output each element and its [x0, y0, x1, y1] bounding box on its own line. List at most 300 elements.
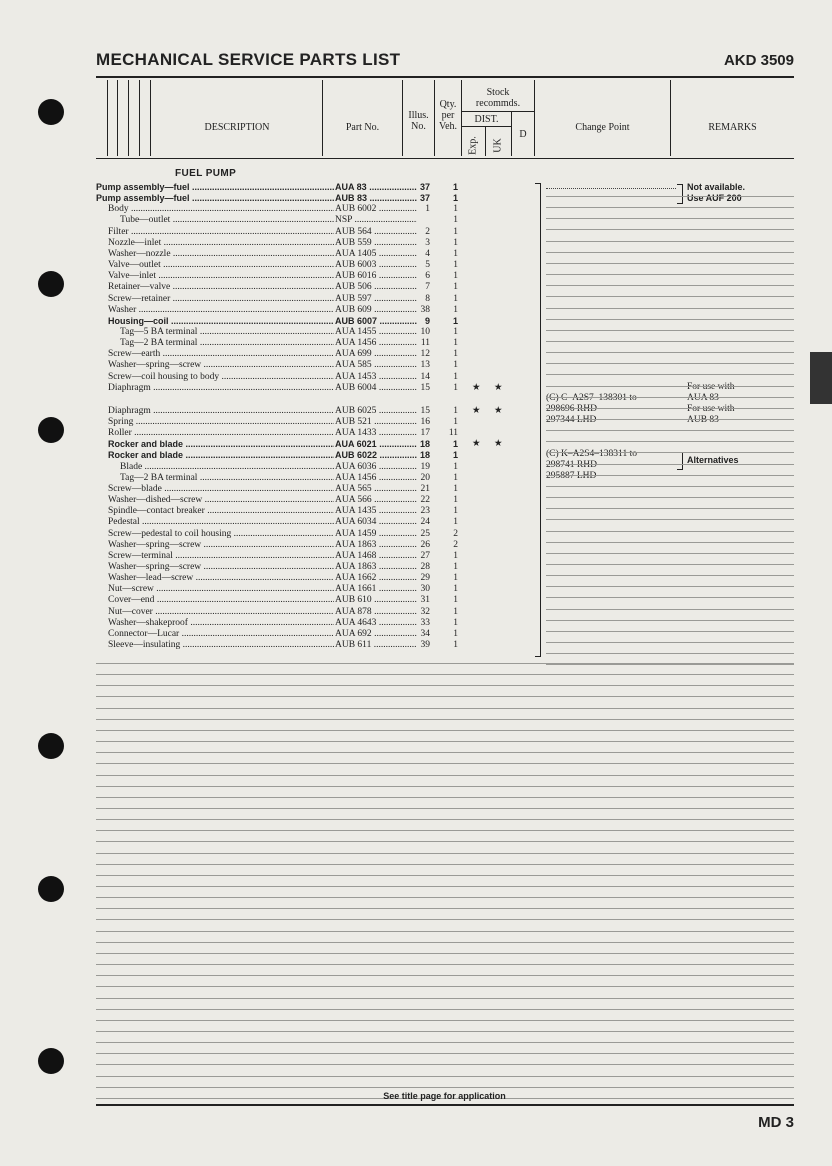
part-description: Body ..... — [108, 204, 334, 215]
part-description: Tube—outlet ..... — [120, 215, 334, 226]
part-description: Screw—earth ..... — [108, 349, 334, 360]
section-title: FUEL PUMP — [175, 168, 237, 179]
ruled-line — [96, 752, 794, 753]
quantity: 1 — [453, 326, 458, 337]
illus-number: 11 — [420, 338, 430, 349]
remark-bracket — [677, 184, 683, 204]
column-divider — [485, 127, 486, 156]
part-description: Valve—inlet ..... — [108, 271, 334, 282]
part-number: AUB 521 ..... — [335, 417, 417, 428]
part-description: Screw—retainer ..... — [108, 294, 334, 305]
document-code: AKD 3509 — [723, 52, 794, 69]
ruled-line — [96, 797, 794, 798]
quantity: 1 — [453, 461, 458, 472]
table-row — [0, 282, 832, 293]
part-description: Spring ..... — [108, 417, 334, 428]
table-row — [0, 271, 832, 282]
ruled-line — [96, 786, 794, 787]
quantity: 1 — [453, 204, 458, 215]
ruled-line — [96, 908, 794, 909]
col-uk: UK — [492, 138, 504, 153]
part-description: Roller ..... — [108, 428, 334, 439]
part-description: Rocker and blade ..... — [108, 439, 334, 450]
quantity: 1 — [452, 439, 458, 450]
ruled-line — [546, 642, 794, 643]
part-number: AUA 6034 ..... — [335, 517, 417, 528]
quantity: 11 — [448, 428, 458, 439]
ruled-line — [96, 719, 794, 720]
ruled-line — [546, 620, 794, 621]
ruled-line — [546, 497, 794, 498]
part-description: Rocker and blade ..... — [108, 450, 334, 461]
part-description: Valve—outlet ..... — [108, 260, 334, 271]
ruled-line — [546, 207, 794, 208]
part-number: AUB 609 ..... — [335, 305, 417, 316]
ruled-line — [96, 674, 794, 675]
ruled-line — [96, 1053, 794, 1054]
part-description: Washer—lead—screw ..... — [108, 573, 334, 584]
quantity: 2 — [453, 528, 458, 539]
quantity: 1 — [453, 561, 458, 572]
part-description: Spindle—contact breaker ..... — [108, 506, 334, 517]
ruled-line — [96, 942, 794, 943]
remark-for-use-aub83: For use with AUB 83 — [687, 404, 735, 425]
part-number: AUA 1661 ..... — [335, 584, 417, 595]
quantity: 1 — [453, 248, 458, 259]
ruled-line — [96, 730, 794, 731]
part-description: Pump assembly—fuel ..... — [96, 193, 334, 204]
table-row — [0, 338, 832, 349]
column-divider — [534, 80, 535, 156]
ruled-line — [546, 196, 794, 197]
ruled-line — [96, 853, 794, 854]
ruled-line — [546, 296, 794, 297]
illus-number: 21 — [420, 483, 430, 494]
part-number: AUA 1453 ..... — [335, 372, 417, 383]
part-number: AUA 566 ..... — [335, 495, 417, 506]
part-number: AUB 83 ..... — [335, 193, 417, 204]
remark-not-available: Not available. Use AUF 200 — [687, 182, 746, 203]
ruled-line — [546, 386, 794, 387]
ruled-line — [546, 319, 794, 320]
part-number: AUA 1456 ..... — [335, 473, 417, 484]
table-row — [0, 215, 832, 226]
ruled-line — [546, 341, 794, 342]
ruled-line — [546, 475, 794, 476]
ruled-line — [546, 586, 794, 587]
ruled-line — [96, 1020, 794, 1021]
part-number: AUA 6036 ..... — [335, 462, 417, 473]
table-row — [0, 238, 832, 249]
col-description: DESCRIPTION — [204, 122, 270, 133]
ruled-line — [96, 819, 794, 820]
column-divider — [107, 80, 108, 156]
illus-number: 22 — [420, 495, 430, 506]
binding-hole — [38, 876, 64, 902]
part-number: AUA 1405 ..... — [335, 249, 417, 260]
col-remarks: REMARKS — [708, 122, 757, 133]
part-number: AUB 6002 ..... — [335, 204, 417, 215]
quantity: 1 — [452, 182, 458, 192]
remark-for-use-aua83: For use with AUA 83 — [687, 382, 735, 403]
quantity: 1 — [453, 293, 458, 304]
col-stock: Stock recommds. — [475, 87, 521, 109]
quantity: 1 — [453, 483, 458, 494]
page-number: MD 3 — [758, 1114, 794, 1131]
stock-uk-mark: ★ — [494, 382, 503, 393]
ruled-line — [96, 841, 794, 842]
ruled-line — [546, 464, 794, 465]
table-row — [0, 316, 832, 327]
ruled-line — [546, 664, 794, 665]
part-number: AUA 1435 ..... — [335, 506, 417, 517]
illus-number: 18 — [419, 439, 430, 450]
ruled-line — [546, 229, 794, 230]
part-number: AUA 1863 ..... — [335, 562, 417, 573]
ruled-line — [546, 531, 794, 532]
illus-number: 4 — [425, 248, 430, 259]
part-description: Diaphragm ..... — [108, 406, 334, 417]
part-description: Washer—spring—screw ..... — [108, 540, 334, 551]
quantity: 1 — [453, 226, 458, 237]
part-description: Washer—spring—screw ..... — [108, 360, 334, 371]
illus-number: 37 — [419, 182, 430, 192]
ruled-line — [546, 352, 794, 353]
quantity: 1 — [453, 640, 458, 650]
ruled-line — [96, 998, 794, 999]
ruled-line — [96, 808, 794, 809]
part-number: AUB 6016 ..... — [335, 271, 417, 282]
illus-number: 27 — [420, 550, 430, 561]
illus-number: 17 — [420, 428, 430, 439]
ruled-line — [96, 864, 794, 865]
part-description: Washer—dished—screw ..... — [108, 495, 334, 506]
ruled-line — [546, 374, 794, 375]
illus-number: 9 — [424, 315, 430, 326]
illus-number: 31 — [420, 595, 430, 606]
ruled-line — [96, 897, 794, 898]
part-description: Housing—coil ..... — [108, 316, 334, 327]
ruled-line — [96, 986, 794, 987]
table-row — [0, 294, 832, 305]
ruled-line — [546, 653, 794, 654]
illus-number: 37 — [419, 193, 430, 204]
header-top-rule — [96, 76, 794, 78]
quantity: 1 — [452, 450, 458, 461]
part-number: AUA 1433 ..... — [335, 428, 417, 439]
ruled-line — [546, 575, 794, 576]
part-description: Tag—2 BA terminal ..... — [120, 473, 334, 484]
illus-number: 16 — [420, 417, 430, 427]
column-divider — [150, 80, 151, 156]
part-number: AUB 6003 ..... — [335, 260, 417, 271]
ruled-line — [546, 542, 794, 543]
quantity: 1 — [453, 382, 458, 393]
illus-number: 30 — [420, 584, 430, 595]
ruled-line — [96, 1076, 794, 1077]
quantity: 1 — [453, 237, 458, 248]
stock-sub-rule — [461, 111, 534, 112]
ruled-line — [96, 919, 794, 920]
ruled-line — [96, 775, 794, 776]
col-dist: DIST. — [474, 114, 499, 125]
column-divider — [670, 80, 671, 156]
quantity: 1 — [453, 573, 458, 584]
part-number: AUB 6007 ..... — [335, 316, 417, 327]
ruled-line — [96, 875, 794, 876]
table-row — [0, 249, 832, 260]
part-description: Nut—cover ..... — [108, 607, 334, 618]
part-description: Connector—Lucar ..... — [108, 629, 334, 640]
ruled-line — [96, 964, 794, 965]
column-divider — [117, 80, 118, 156]
part-description: Retainer—valve ..... — [108, 282, 334, 293]
illus-number: 39 — [420, 640, 430, 650]
quantity: 1 — [453, 628, 458, 639]
ruled-line — [546, 363, 794, 364]
part-description: Filter ..... — [108, 227, 334, 238]
col-exp: Exp. — [467, 136, 479, 155]
quantity: 1 — [453, 304, 458, 315]
illus-number: 33 — [420, 617, 430, 628]
ruled-line — [96, 708, 794, 709]
ruled-line — [96, 763, 794, 764]
quantity: 1 — [453, 617, 458, 628]
part-number: AUA 1455 ..... — [335, 327, 417, 338]
ruled-line — [96, 1042, 794, 1043]
col-d: D — [519, 129, 527, 140]
quantity: 1 — [453, 517, 458, 528]
table-row — [0, 372, 832, 383]
part-number: AUA 692 ..... — [335, 629, 417, 640]
part-description: Blade ..... — [120, 462, 334, 473]
ruled-line — [96, 886, 794, 887]
quantity: 1 — [453, 215, 458, 226]
quantity: 1 — [453, 495, 458, 506]
part-number: AUA 6021 ..... — [335, 439, 417, 450]
illus-number: 25 — [420, 528, 430, 539]
ruled-line — [96, 953, 794, 954]
part-description: Cover—end ..... — [108, 595, 334, 606]
table-row — [0, 349, 832, 360]
part-description: Sleeve—insulating ..... — [108, 640, 334, 651]
ruled-line — [96, 1009, 794, 1010]
quantity: 1 — [452, 315, 458, 326]
ruled-line — [96, 1087, 794, 1088]
dist-sub-rule — [461, 126, 511, 127]
stock-uk-mark: ★ — [494, 405, 503, 416]
illus-number: 15 — [420, 405, 430, 416]
col-illus-no: Illus. No. — [408, 110, 429, 132]
binding-hole — [38, 1048, 64, 1074]
illus-number: 8 — [425, 293, 430, 304]
table-row — [0, 305, 832, 316]
part-number: AUA 1468 ..... — [335, 551, 417, 562]
part-description: Pump assembly—fuel ..... — [96, 182, 334, 193]
quantity: 1 — [452, 193, 458, 204]
ruled-line — [546, 330, 794, 331]
part-description: Screw—pedestal to coil housing ..... — [108, 529, 334, 540]
ruled-line — [546, 218, 794, 219]
quantity: 1 — [453, 550, 458, 561]
binding-hole — [38, 99, 64, 125]
part-number: AUA 1662 ..... — [335, 573, 417, 584]
illus-number: 13 — [420, 360, 430, 371]
part-number: AUA 878 ..... — [335, 607, 417, 618]
ruled-line — [96, 663, 794, 664]
illus-number: 5 — [425, 260, 430, 271]
col-part-no: Part No. — [345, 122, 380, 133]
ruled-line — [546, 564, 794, 565]
part-number: AUA 83 ..... — [335, 182, 417, 193]
quantity: 1 — [453, 360, 458, 371]
quantity: 1 — [453, 584, 458, 595]
table-row — [0, 204, 832, 215]
stock-exp-mark: ★ — [472, 405, 481, 416]
stock-exp-mark: ★ — [472, 439, 481, 450]
part-number: AUA 565 ..... — [335, 484, 417, 495]
part-description: Washer—nozzle ..... — [108, 249, 334, 260]
illus-number: 29 — [420, 573, 430, 584]
part-number: AUA 1459 ..... — [335, 529, 417, 540]
leader-line — [546, 188, 676, 189]
page-title: MECHANICAL SERVICE PARTS LIST — [96, 50, 401, 69]
part-number: AUA 4643 ..... — [335, 618, 417, 629]
ruled-line — [96, 1064, 794, 1065]
part-number: AUB 559 ..... — [335, 238, 417, 249]
change-point-2: (C) K–A2S4–138311 to 298741 RHD 295887 LHD — [546, 449, 637, 481]
illus-number: 10 — [420, 326, 430, 337]
part-number: AUB 6025 ..... — [335, 406, 417, 417]
quantity: 1 — [453, 338, 458, 349]
part-description: Nozzle—inlet ..... — [108, 238, 334, 249]
ruled-line — [546, 430, 794, 431]
ruled-line — [96, 741, 794, 742]
ruled-line — [96, 685, 794, 686]
footer-rule — [96, 1104, 794, 1106]
illus-number: 1 — [425, 204, 430, 215]
ruled-line — [546, 308, 794, 309]
change-point-1: (C) C–A2S7–138301 to 298696 RHD 297344 LHD — [546, 393, 637, 425]
part-number: AUA 585 ..... — [335, 360, 417, 371]
quantity: 1 — [453, 606, 458, 617]
part-description: Pedestal ..... — [108, 517, 334, 528]
quantity: 1 — [453, 417, 458, 427]
part-number: AUB 564 ..... — [335, 227, 417, 238]
part-description: Tag—5 BA terminal ..... — [120, 327, 334, 338]
ruled-line — [546, 397, 794, 398]
illus-number: 18 — [419, 450, 430, 461]
illus-number: 38 — [420, 304, 430, 315]
illus-number: 28 — [420, 561, 430, 572]
ruled-line — [546, 631, 794, 632]
col-change-point: Change Point — [575, 122, 630, 133]
ruled-line — [546, 553, 794, 554]
stock-exp-mark: ★ — [472, 382, 481, 393]
illus-number: 14 — [420, 371, 430, 382]
part-description: Washer—shakeproof ..... — [108, 618, 334, 629]
part-number: AUB 6022 ..... — [335, 450, 417, 461]
ruled-line — [546, 408, 794, 409]
part-number: AUB 597 ..... — [335, 294, 417, 305]
ruled-line — [546, 508, 794, 509]
stock-uk-mark: ★ — [494, 439, 503, 450]
ruled-line — [546, 519, 794, 520]
part-description: Screw—coil housing to body ..... — [108, 372, 334, 383]
column-divider — [139, 80, 140, 156]
quantity: 1 — [453, 371, 458, 382]
header-bottom-rule — [96, 158, 794, 159]
illus-number: 19 — [420, 461, 430, 472]
quantity: 1 — [453, 405, 458, 416]
remark-alternatives: Alternatives — [687, 455, 739, 465]
illus-number: 3 — [425, 237, 430, 248]
illus-number: 32 — [420, 606, 430, 617]
part-number: AUA 699 ..... — [335, 349, 417, 360]
part-number: AUA 1863 ..... — [335, 540, 417, 551]
illus-number: 34 — [420, 628, 430, 639]
part-description: Nut—screw ..... — [108, 584, 334, 595]
ruled-line — [96, 696, 794, 697]
part-description: Diaphragm ..... — [108, 383, 334, 394]
table-row — [0, 327, 832, 338]
ruled-line — [546, 609, 794, 610]
ruled-line — [546, 452, 794, 453]
quantity: 1 — [453, 506, 458, 517]
illus-number: 7 — [425, 282, 430, 293]
stock-bracket — [535, 183, 541, 657]
ruled-line — [96, 830, 794, 831]
ruled-line — [546, 274, 794, 275]
ruled-line — [546, 486, 794, 487]
part-description: Screw—blade ..... — [108, 484, 334, 495]
ruled-line — [96, 931, 794, 932]
ruled-line — [546, 597, 794, 598]
part-number: AUB 610 ..... — [335, 595, 417, 606]
illus-number: 6 — [425, 271, 430, 282]
ruled-line — [96, 1031, 794, 1032]
part-description: Washer—spring—screw ..... — [108, 562, 334, 573]
part-number: AUB 611 ..... — [335, 640, 417, 651]
footer-note: See title page for application — [383, 1091, 506, 1101]
part-description: Washer ..... — [108, 305, 334, 316]
quantity: 2 — [453, 539, 458, 550]
ruled-line — [546, 241, 794, 242]
part-number: AUA 1456 ..... — [335, 338, 417, 349]
illus-number: 24 — [420, 517, 430, 528]
ruled-line — [546, 285, 794, 286]
ruled-line — [96, 975, 794, 976]
table-row — [0, 260, 832, 271]
part-number: NSP ..... — [335, 215, 417, 226]
illus-number: 26 — [420, 539, 430, 550]
ruled-line — [546, 263, 794, 264]
binding-hole — [38, 733, 64, 759]
column-divider — [322, 80, 323, 156]
ruled-line — [546, 419, 794, 420]
quantity: 1 — [453, 271, 458, 282]
quantity: 1 — [453, 260, 458, 271]
part-number: AUB 6004 ..... — [335, 383, 417, 394]
illus-number: 15 — [420, 382, 430, 393]
quantity: 1 — [453, 595, 458, 606]
part-description: Tag—2 BA terminal ..... — [120, 338, 334, 349]
quantity: 1 — [453, 282, 458, 293]
illus-number: 23 — [420, 506, 430, 517]
part-description: Screw—terminal ..... — [108, 551, 334, 562]
table-row — [0, 227, 832, 238]
column-divider — [128, 80, 129, 156]
